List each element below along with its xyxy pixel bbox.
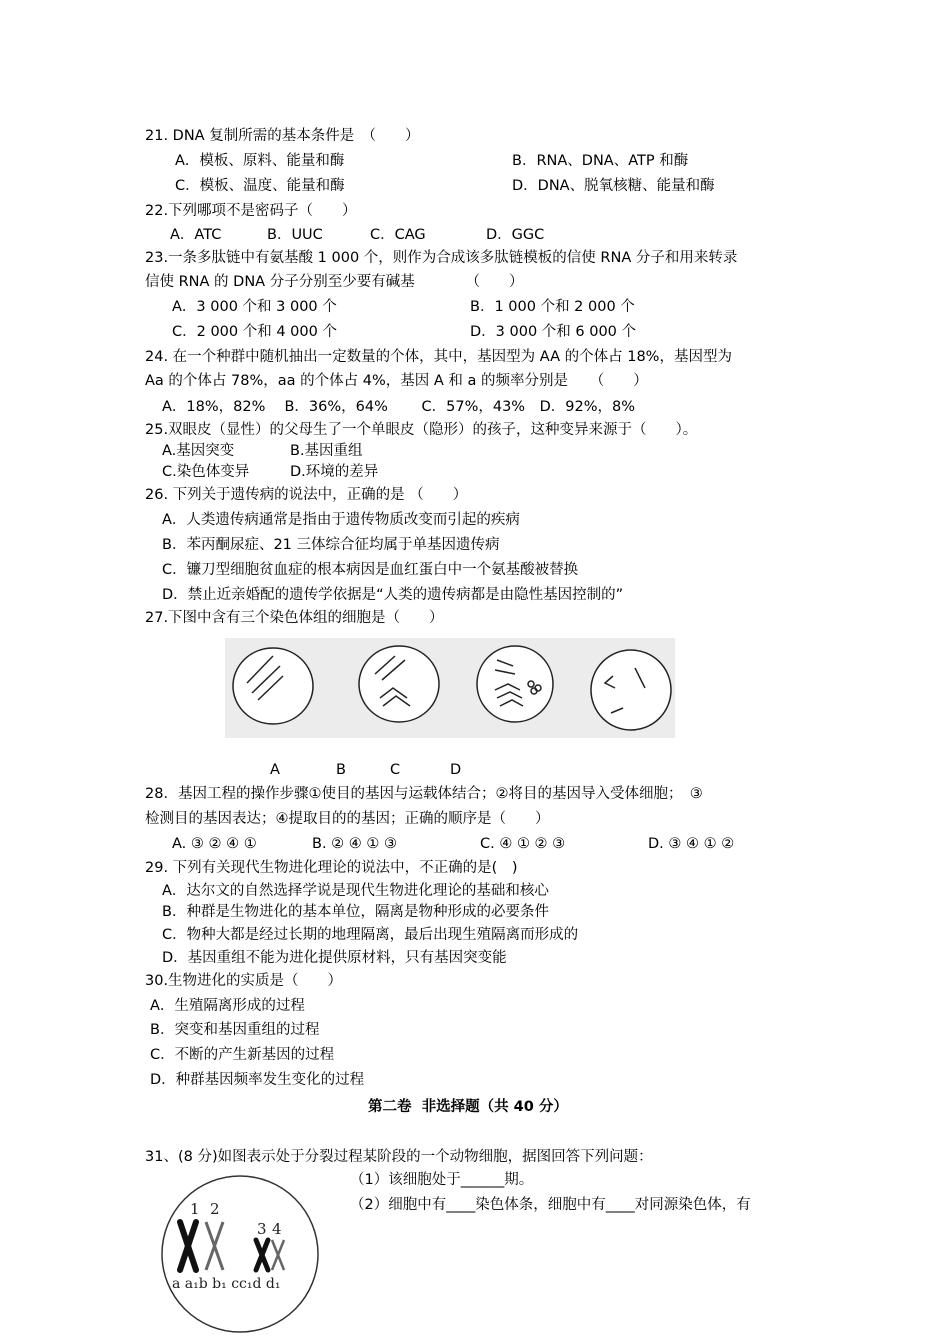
chromosome-number-2: 2 <box>210 1200 220 1218</box>
q29-option-b: B．种群是生物进化的基本单位，隔离是物种形成的必要条件 <box>162 904 549 920</box>
q30-option-b: B．突变和基因重组的过程 <box>150 1022 320 1038</box>
q22-option-d: D．GGC <box>486 227 545 243</box>
q21-option-a: A．模板、原料、能量和酶 <box>175 153 345 169</box>
q27-cells-figure <box>225 638 675 738</box>
q23-option-a: A．3 000 个和 3 000 个 <box>172 299 337 315</box>
q27-label-a: A <box>270 762 280 778</box>
q26-option-c: C．镰刀型细胞贫血症的根本病因是血红蛋白中一个氨基酸被替换 <box>162 562 579 578</box>
q26-option-b: B．苯丙酮尿症、21 三体综合征均属于单基因遗传病 <box>162 537 500 553</box>
q23-option-b: B．1 000 个和 2 000 个 <box>470 299 635 315</box>
q31-part2: （2）细胞中有____染色体条，细胞中有____对同源染色体，有 <box>350 1197 751 1213</box>
q30-option-d: D．种群基因频率发生变化的过程 <box>150 1072 365 1088</box>
q31-stem: 31、(8 分)如图表示处于分裂过程某阶段的一个动物细胞，据图回答下列问题： <box>145 1149 653 1165</box>
q21-stem: 21. DNA 复制所需的基本条件是 （ ） <box>145 128 420 144</box>
q28-option-a: A. ③ ② ④ ① <box>172 836 257 852</box>
q22-option-c: C．CAG <box>370 227 426 243</box>
q23-option-d: D．3 000 个和 6 000 个 <box>470 324 637 340</box>
q24-options: A．18%，82% B．36%，64% C．57%，43% D．92%，8% <box>162 399 635 415</box>
q23-option-c: C．2 000 个和 4 000 个 <box>172 324 337 340</box>
q29-option-a: A．达尔文的自然选择学说是现代生物进化理论的基础和核心 <box>162 883 549 899</box>
q25-stem: 25.双眼皮（显性）的父母生了一个单眼皮（隐形）的孩子，这种变异来源于（ ）。 <box>145 422 698 438</box>
q22-option-a: A．ATC <box>170 227 222 243</box>
q23-stem-line2: 信使 RNA 的 DNA 分子分别至少要有碱基 （ ） <box>145 274 524 290</box>
cell-b-icon <box>359 646 439 722</box>
cell-d-icon <box>591 650 671 730</box>
q21-option-c: C．模板、温度、能量和酶 <box>175 178 345 194</box>
q29-option-c: C．物种大都是经过长期的地理隔离，最后出现生殖隔离而形成的 <box>162 927 579 943</box>
chromosome-number-1: 1 <box>190 1200 200 1218</box>
q27-label-c: C <box>390 762 401 778</box>
q28-stem-line2: 检测目的基因表达；④提取目的的基因；正确的顺序是（ ） <box>145 811 550 827</box>
q25-option-d: D.环境的差异 <box>290 464 379 480</box>
q27-label-b: B <box>336 762 346 778</box>
q21-option-d: D．DNA、脱氧核糖、能量和酶 <box>512 178 715 194</box>
q30-option-c: C．不断的产生新基因的过程 <box>150 1047 335 1063</box>
q28-option-d: D. ③ ④ ① ② <box>648 836 735 852</box>
q31-part1: （1）该细胞处于______期。 <box>350 1172 534 1188</box>
q27-label-d: D <box>450 762 462 778</box>
cell-c-icon <box>477 646 553 722</box>
q28-stem-line1: 28．基因工程的操作步骤①使目的基因与运载体结合；②将目的基因导入受体细胞； ③ <box>145 786 703 802</box>
q28-option-b: B. ② ④ ① ③ <box>312 836 397 852</box>
q28-option-c: C. ④ ① ② ③ <box>480 836 566 852</box>
q24-stem-line1: 24. 在一个种群中随机抽出一定数量的个体，其中，基因型为 AA 的个体占 18%，基因型为 <box>145 349 732 365</box>
q30-stem: 30.生物进化的实质是（ ） <box>145 973 343 989</box>
q29-option-d: D．基因重组不能为进化提供原材料，只有基因突变能 <box>162 950 507 966</box>
chromosome-number-3: 3 <box>257 1220 267 1238</box>
q22-stem: 22.下列哪项不是密码子（ ） <box>145 203 357 219</box>
q26-option-a: A．人类遗传病通常是指由于遗传物质改变而引起的疾病 <box>162 512 520 528</box>
cell-a-icon <box>233 648 313 724</box>
allele-labels: a a₁b b₁ cc₁d d₁ <box>172 1276 281 1292</box>
q31-cell-figure <box>158 1170 323 1335</box>
section2-title: 第二卷 非选择题（共 40 分） <box>368 1099 568 1115</box>
q25-option-a: A.基因突变 <box>162 443 235 459</box>
q26-option-d: D．禁止近亲婚配的遗传学依据是“人类的遗传病都是由隐性基因控制的” <box>162 587 624 603</box>
q25-option-b: B.基因重组 <box>290 443 363 459</box>
q27-stem: 27.下图中含有三个染色体组的细胞是（ ） <box>145 610 444 626</box>
q24-stem-line2: Aa 的个体占 78%，aa 的个体占 4%，基因 A 和 a 的频率分别是 （ ） <box>145 373 648 389</box>
q26-stem: 26. 下列关于遗传病的说法中，正确的是 （ ） <box>145 487 468 503</box>
q29-stem: 29. 下列有关现代生物进化理论的说法中，不正确的是( ) <box>145 860 518 876</box>
q23-stem-line1: 23.一条多肽链中有氨基酸 1 000 个，则作为合成该多肽链模板的信使 RNA 分子和用来转录 <box>145 250 738 266</box>
q21-option-b: B．RNA、DNA、ATP 和酶 <box>512 153 689 169</box>
chromosome-number-4: 4 <box>272 1220 282 1238</box>
q30-option-a: A．生殖隔离形成的过程 <box>150 998 305 1014</box>
q22-option-b: B．UUC <box>267 227 323 243</box>
q25-option-c: C.染色体变异 <box>162 464 250 480</box>
